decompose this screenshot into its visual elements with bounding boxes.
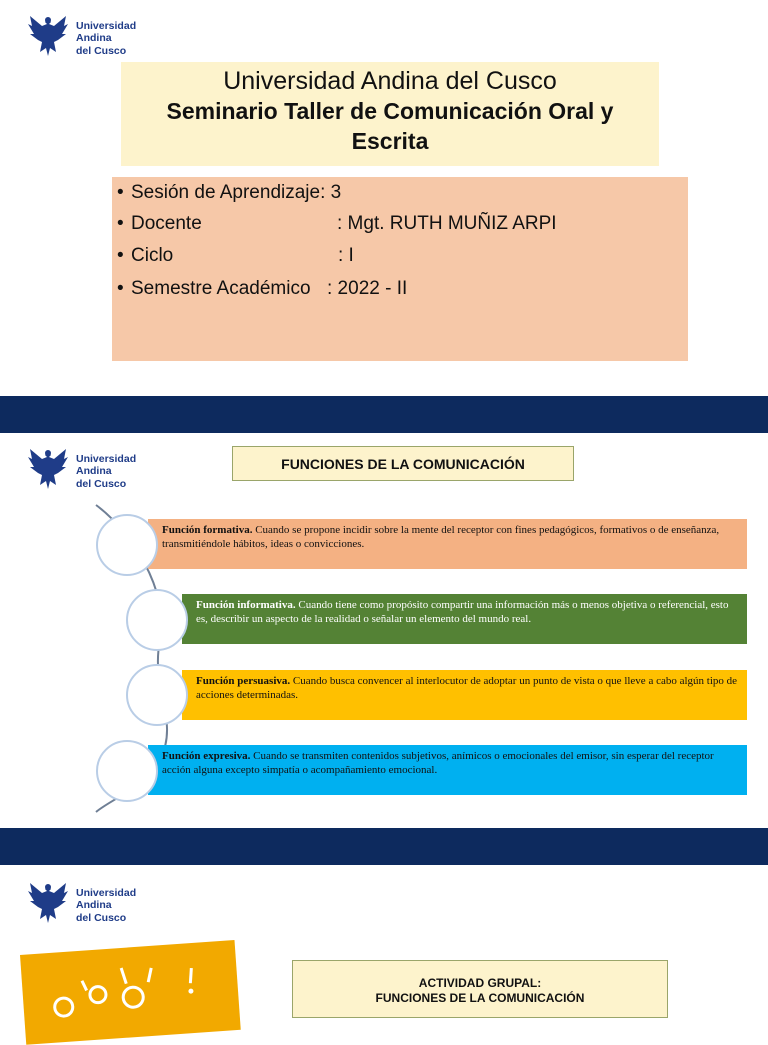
timeline-node [126, 589, 188, 651]
university-title: Universidad Andina del Cusco [223, 67, 557, 95]
function-text: Cuando se transmiten contenidos subjetivos, anímicos o emocionales del emisor, sin esperar del receptor acción alguna excepto simpatía o acompañamiento emocional. [162, 750, 714, 776]
university-logo [26, 879, 136, 932]
session-info-box [112, 177, 688, 361]
info-value-semestre: : 2022 - II [327, 278, 408, 299]
decorative-image [20, 940, 241, 1045]
title-box [121, 62, 659, 166]
condor-icon [26, 879, 70, 932]
university-logo [26, 12, 136, 65]
activity-box [292, 960, 668, 1018]
info-row-semestre: • Semestre Académico : 2022 - II [117, 278, 408, 299]
info-row-docente: • Docente : Mgt. RUTH MUÑIZ ARPI [117, 213, 557, 234]
university-logo [26, 445, 136, 498]
slide-1 [0, 0, 768, 396]
info-label-semestre: Semestre Académico [131, 278, 311, 299]
condor-icon [26, 12, 70, 65]
timeline-node [96, 514, 158, 576]
course-title-line-1: Seminario Taller de Comunicación Oral y [166, 98, 614, 124]
info-row-session: • Sesión de Aprendizaje: 3 [117, 182, 342, 203]
course-title-line-2: Escrita [351, 128, 429, 154]
function-text: Cuando tiene como propósito compartir una información más o menos objetiva o referencial, esto es, describir un aspecto de la realidad o señalar un elemento del mundo real. [196, 599, 729, 625]
function-band-persuasiva [182, 670, 747, 720]
info-label-docente: Docente [131, 213, 202, 234]
info-value-docente: : Mgt. RUTH MUÑIZ ARPI [337, 213, 557, 234]
info-value-ciclo: : I [338, 245, 354, 266]
info-label-ciclo: Ciclo [131, 245, 174, 266]
logo-line-2: Andina [76, 899, 112, 912]
function-text: Cuando se propone incidir sobre la mente del receptor con fines pedagógicos, formativos o de enseñanza, transmitiéndole hábitos, ideas o convicciones. [162, 524, 720, 550]
logo-line-1: Universidad [76, 19, 137, 32]
activity-title: ACTIVIDAD GRUPAL: [418, 976, 542, 990]
info-label-session: Sesión de Aprendizaje: 3 [131, 182, 342, 203]
timeline-node [96, 740, 158, 802]
slide-divider-2 [0, 828, 768, 865]
function-heading: Función expresiva. [162, 750, 251, 762]
logo-line-3: del Cusco [76, 911, 127, 924]
logo-line-2: Andina [76, 465, 112, 478]
logo-line-3: del Cusco [76, 44, 127, 57]
function-band-informativa [182, 594, 747, 644]
condor-icon [26, 445, 70, 498]
functions-title: FUNCIONES DE LA COMUNICACIÓN [232, 446, 574, 481]
logo-line-2: Andina [76, 32, 112, 45]
logo-line-1: Universidad [76, 886, 137, 899]
function-band-formativa [148, 519, 747, 569]
logo-line-1: Universidad [76, 452, 137, 465]
info-row-ciclo: • Ciclo : I [117, 245, 354, 266]
timeline-node [126, 664, 188, 726]
function-text: Cuando busca convencer al interlocutor de adoptar un punto de vista o que lleve a cabo algún tipo de acciones determinadas. [196, 675, 738, 701]
function-heading: Función informativa. [196, 599, 296, 611]
logo-line-3: del Cusco [76, 477, 127, 490]
function-band-expresiva [148, 745, 747, 795]
function-heading: Función persuasiva. [196, 675, 291, 687]
activity-subtitle: FUNCIONES DE LA COMUNICACIÓN [375, 991, 585, 1005]
slide-divider-1 [0, 396, 768, 433]
function-heading: Función formativa. [162, 524, 253, 536]
